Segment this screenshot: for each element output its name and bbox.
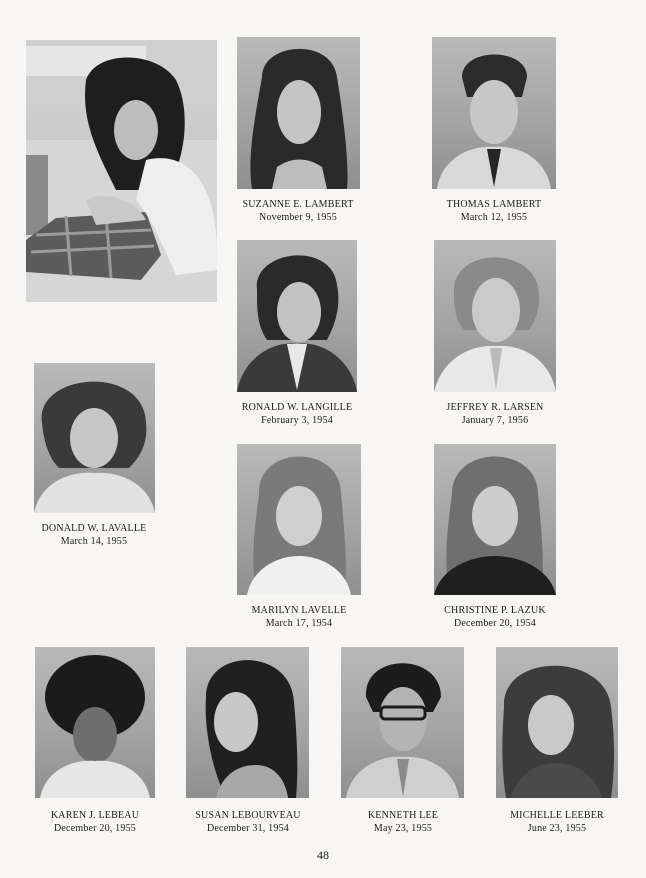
caption [168,809,328,835]
caption [414,198,574,224]
caption [14,522,174,548]
caption [219,604,379,630]
caption [217,401,377,427]
caption [15,809,175,835]
student-birthdate: March 17, 1954 [265,618,333,629]
student-birthdate: December 31, 1954 [207,823,289,834]
portrait-photo [34,363,155,513]
portrait-photo [35,647,155,798]
student-name: MICHELLE LEEBER [510,810,604,821]
caption [477,809,637,835]
student-birthdate: May 23, 1955 [373,823,433,834]
caption [415,604,575,630]
portrait-photo [432,37,556,189]
caption [218,198,378,224]
student-name: CHRISTINE P. LAZUK [444,605,546,616]
student-birthdate: December 20, 1955 [54,823,136,834]
portrait-photo [496,647,618,798]
portrait-photo [341,647,464,798]
portrait-photo [434,444,556,595]
student-name: SUZANNE E. LAMBERT [242,199,354,210]
portrait-photo [237,240,357,392]
student-birthdate: February 3, 1954 [261,415,333,426]
student-birthdate: March 14, 1955 [60,536,128,547]
student-birthdate: November 9, 1955 [259,212,337,223]
student-birthdate: June 23, 1955 [527,823,587,834]
student-name: KENNETH LEE [367,810,439,821]
caption [415,401,575,427]
student-birthdate: March 12, 1955 [460,212,528,223]
student-name: THOMAS LAMBERT [446,199,542,210]
student-name: JEFFREY R. LARSEN [446,402,544,413]
student-birthdate: December 20, 1954 [454,618,536,629]
student-name: KAREN J. LEBEAU [50,810,140,821]
portrait-photo [237,37,360,189]
portrait-photo [434,240,556,392]
student-birthdate: January 7, 1956 [461,415,529,426]
student-name: RONALD W. LANGILLE [241,402,353,413]
portrait-photo [186,647,309,798]
candid-photo-sewing [26,40,217,302]
portrait-photo [237,444,361,595]
student-name: SUSAN LEBOURVEAU [195,810,301,821]
page-number: 48 [317,848,329,862]
caption [323,809,483,835]
student-name: MARILYN LAVELLE [251,605,347,616]
student-name: DONALD W. LAVALLE [41,523,147,534]
